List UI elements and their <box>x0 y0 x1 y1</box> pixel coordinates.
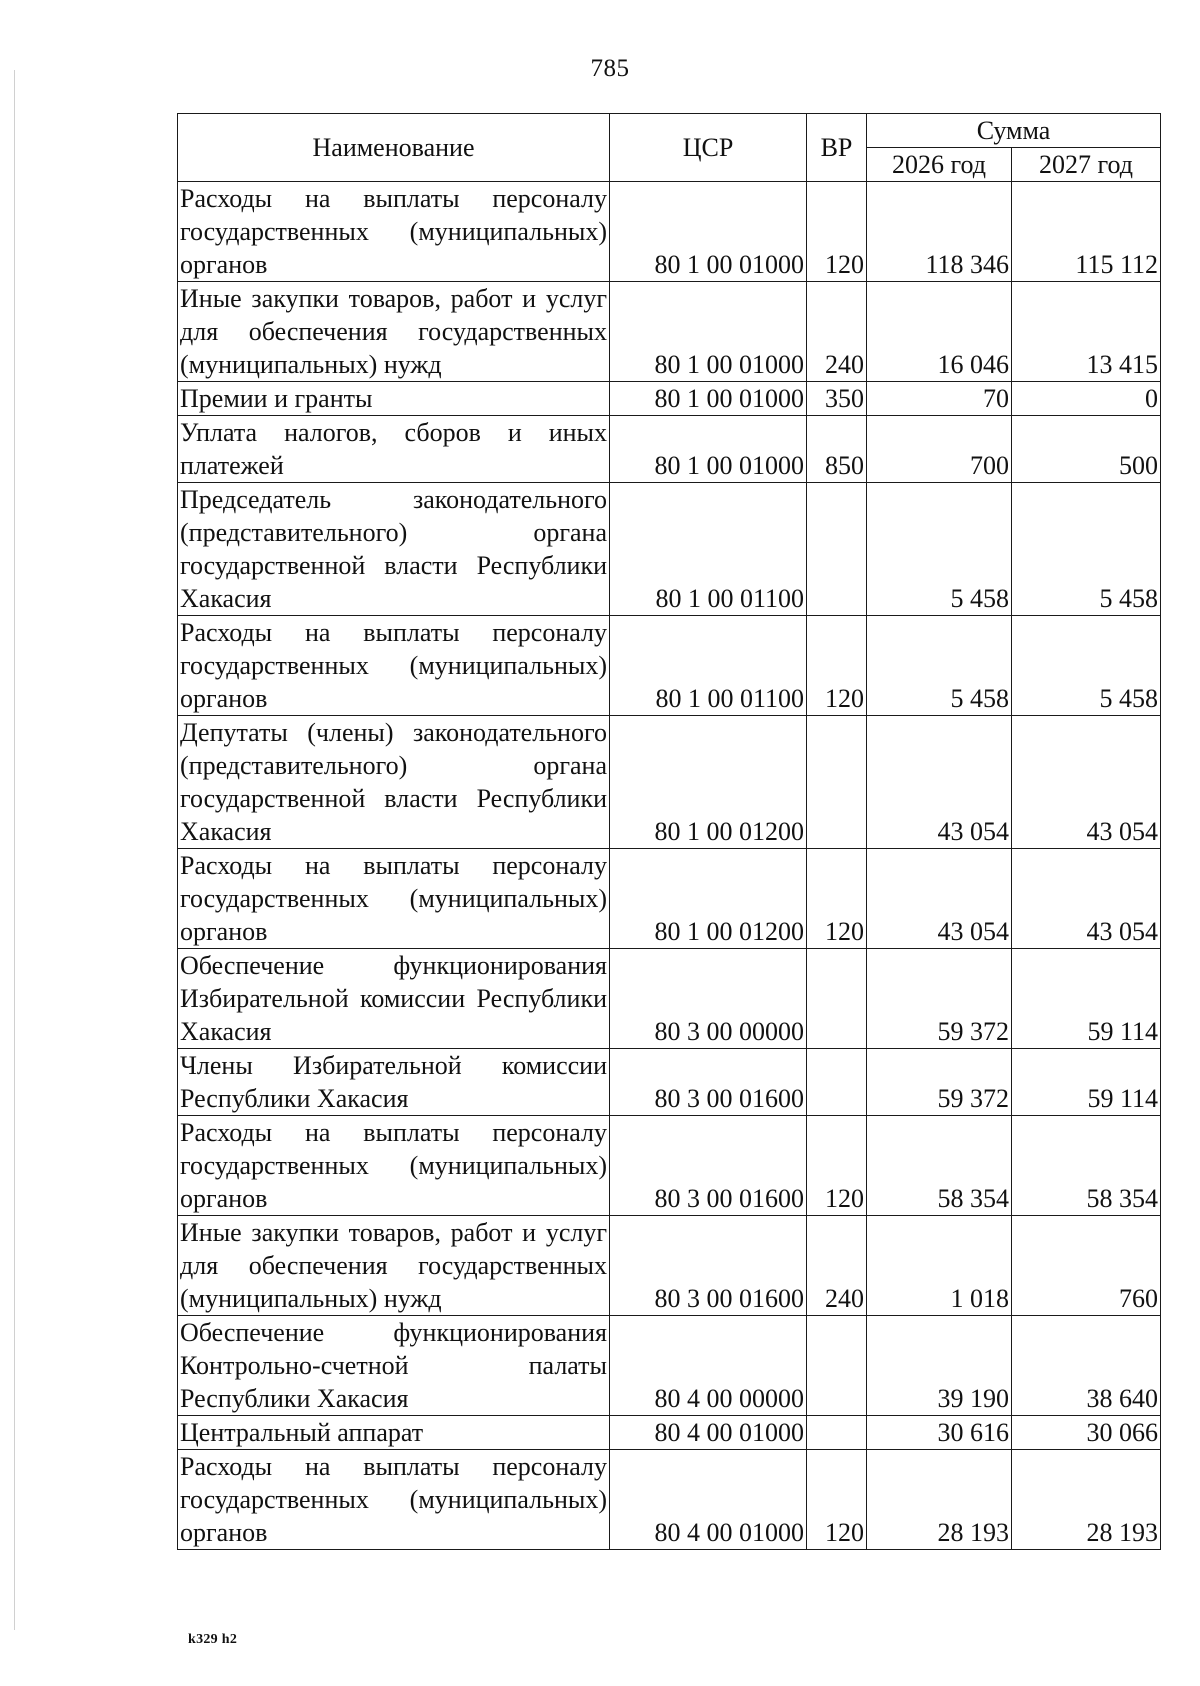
cell-vr: 240 <box>807 282 867 382</box>
cell-csr: 80 3 00 01600 <box>610 1216 807 1316</box>
cell-name: Иные закупки товаров, работ и услуг для обеспечения государственных (муниципальных) нужд <box>178 282 610 382</box>
cell-name: Расходы на выплаты персоналу государственных (муниципальных) органов <box>178 616 610 716</box>
table-row <box>178 483 1161 616</box>
cell-vr: 120 <box>807 182 867 282</box>
cell-csr: 80 1 00 01000 <box>610 282 807 382</box>
cell-sum-2027: 59 114 <box>1012 1049 1161 1116</box>
table-row <box>178 949 1161 1049</box>
cell-name: Центральный аппарат <box>178 1416 610 1450</box>
cell-name: Депутаты (члены) законодательного (представительного) органа государственной власти Республики Хакасия <box>178 716 610 849</box>
cell-sum-2027: 0 <box>1012 382 1161 416</box>
table-row <box>178 616 1161 716</box>
header-year-2026: 2026 год <box>867 148 1012 182</box>
cell-sum-2027: 13 415 <box>1012 282 1161 382</box>
cell-vr: 350 <box>807 382 867 416</box>
cell-sum-2026: 43 054 <box>867 716 1012 849</box>
cell-sum-2026: 58 354 <box>867 1116 1012 1216</box>
cell-csr: 80 3 00 01600 <box>610 1049 807 1116</box>
table-row <box>178 182 1161 282</box>
table-row <box>178 282 1161 382</box>
table-row <box>178 1216 1161 1316</box>
cell-name: Уплата налогов, сборов и иных платежей <box>178 416 610 483</box>
table-row <box>178 1416 1161 1450</box>
cell-name: Председатель законодательного (представительного) органа государственной власти Республики Хакасия <box>178 483 610 616</box>
table-row <box>178 1450 1161 1550</box>
cell-sum-2027: 5 458 <box>1012 616 1161 716</box>
page-edge-shadow <box>14 70 15 1630</box>
cell-sum-2026: 39 190 <box>867 1316 1012 1416</box>
cell-csr: 80 4 00 01000 <box>610 1450 807 1550</box>
cell-sum-2026: 70 <box>867 382 1012 416</box>
cell-csr: 80 1 00 01100 <box>610 483 807 616</box>
header-sum: Сумма <box>867 114 1161 148</box>
cell-sum-2026: 28 193 <box>867 1450 1012 1550</box>
cell-vr: 850 <box>807 416 867 483</box>
page-number: 785 <box>590 55 630 82</box>
cell-sum-2026: 43 054 <box>867 849 1012 949</box>
cell-name: Обеспечение функционирования Контрольно-счетной палаты Республики Хакасия <box>178 1316 610 1416</box>
header-name: Наименование <box>178 114 610 182</box>
cell-csr: 80 4 00 01000 <box>610 1416 807 1450</box>
cell-csr: 80 1 00 01000 <box>610 416 807 483</box>
cell-csr: 80 4 00 00000 <box>610 1316 807 1416</box>
cell-vr <box>807 483 867 616</box>
cell-name: Расходы на выплаты персоналу государственных (муниципальных) органов <box>178 182 610 282</box>
cell-vr: 120 <box>807 1116 867 1216</box>
budget-table <box>177 113 1161 1550</box>
cell-sum-2027: 38 640 <box>1012 1316 1161 1416</box>
cell-name: Премии и гранты <box>178 382 610 416</box>
cell-name: Расходы на выплаты персоналу государственных (муниципальных) органов <box>178 1450 610 1550</box>
cell-sum-2026: 5 458 <box>867 483 1012 616</box>
header-year-2027: 2027 год <box>1012 148 1161 182</box>
cell-csr: 80 1 00 01200 <box>610 849 807 949</box>
cell-sum-2027: 28 193 <box>1012 1450 1161 1550</box>
cell-sum-2027: 115 112 <box>1012 182 1161 282</box>
header-vr: ВР <box>807 114 867 182</box>
cell-name: Члены Избирательной комиссии Республики Хакасия <box>178 1049 610 1116</box>
cell-csr: 80 1 00 01000 <box>610 382 807 416</box>
cell-sum-2026: 16 046 <box>867 282 1012 382</box>
table-row <box>178 849 1161 949</box>
table-header <box>178 114 1161 182</box>
cell-csr: 80 1 00 01200 <box>610 716 807 849</box>
cell-sum-2027: 58 354 <box>1012 1116 1161 1216</box>
cell-sum-2026: 5 458 <box>867 616 1012 716</box>
table-row <box>178 1316 1161 1416</box>
cell-sum-2026: 700 <box>867 416 1012 483</box>
cell-sum-2027: 43 054 <box>1012 716 1161 849</box>
cell-vr <box>807 949 867 1049</box>
cell-sum-2026: 30 616 <box>867 1416 1012 1450</box>
footer-code: k329 h2 <box>188 1632 238 1647</box>
cell-vr: 240 <box>807 1216 867 1316</box>
cell-sum-2027: 5 458 <box>1012 483 1161 616</box>
table-row <box>178 1116 1161 1216</box>
cell-sum-2027: 30 066 <box>1012 1416 1161 1450</box>
cell-sum-2027: 59 114 <box>1012 949 1161 1049</box>
table-row <box>178 416 1161 483</box>
cell-name: Расходы на выплаты персоналу государственных (муниципальных) органов <box>178 849 610 949</box>
cell-sum-2026: 1 018 <box>867 1216 1012 1316</box>
table-body <box>178 182 1161 1550</box>
cell-vr <box>807 1416 867 1450</box>
cell-sum-2026: 59 372 <box>867 1049 1012 1116</box>
cell-vr <box>807 1316 867 1416</box>
table-row <box>178 716 1161 849</box>
table-row <box>178 1049 1161 1116</box>
cell-vr: 120 <box>807 1450 867 1550</box>
cell-csr: 80 1 00 01000 <box>610 182 807 282</box>
cell-vr <box>807 716 867 849</box>
cell-vr <box>807 1049 867 1116</box>
cell-sum-2027: 43 054 <box>1012 849 1161 949</box>
cell-sum-2027: 500 <box>1012 416 1161 483</box>
cell-csr: 80 3 00 00000 <box>610 949 807 1049</box>
header-csr: ЦСР <box>610 114 807 182</box>
cell-csr: 80 1 00 01100 <box>610 616 807 716</box>
cell-sum-2027: 760 <box>1012 1216 1161 1316</box>
cell-vr: 120 <box>807 616 867 716</box>
cell-sum-2026: 59 372 <box>867 949 1012 1049</box>
cell-name: Иные закупки товаров, работ и услуг для обеспечения государственных (муниципальных) нужд <box>178 1216 610 1316</box>
cell-vr: 120 <box>807 849 867 949</box>
cell-csr: 80 3 00 01600 <box>610 1116 807 1216</box>
cell-name: Расходы на выплаты персоналу государственных (муниципальных) органов <box>178 1116 610 1216</box>
cell-name: Обеспечение функционирования Избирательной комиссии Республики Хакасия <box>178 949 610 1049</box>
table-row <box>178 382 1161 416</box>
cell-sum-2026: 118 346 <box>867 182 1012 282</box>
